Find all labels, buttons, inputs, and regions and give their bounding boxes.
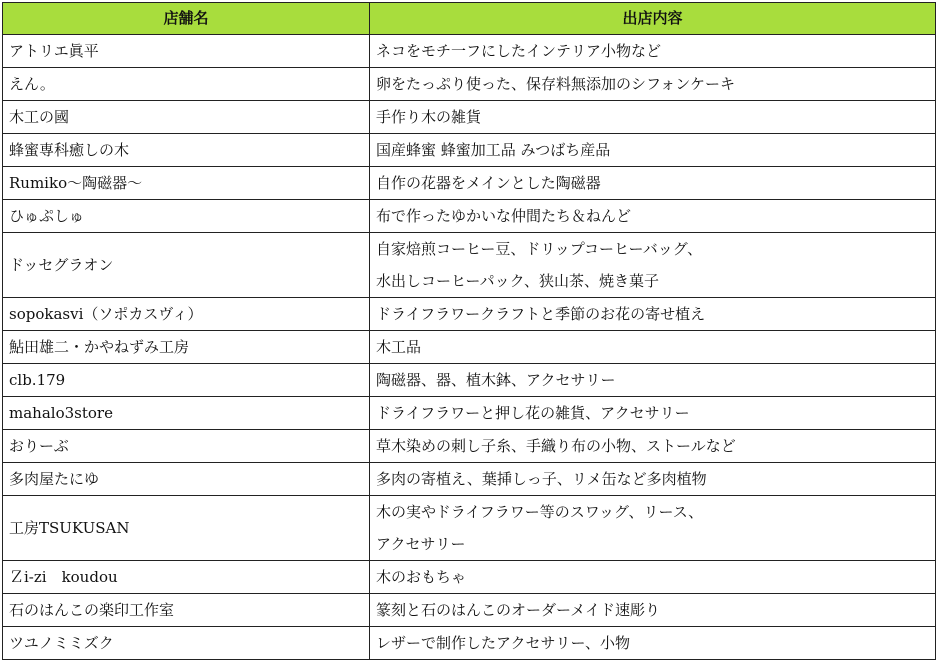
content-cell — [370, 167, 936, 200]
table-row — [3, 397, 936, 430]
content-cell — [370, 430, 936, 463]
table-row — [3, 134, 936, 167]
content-cell — [370, 463, 936, 496]
vendor-table-sheet — [2, 2, 936, 660]
content-line: 木の実やドライフラワー等のスワッグ、リース、 — [376, 503, 704, 521]
table-row — [3, 68, 936, 101]
table-row — [3, 35, 936, 68]
shop-name-cell: Ｚi-zi koudou — [3, 561, 370, 594]
shop-name-cell: 工房TSUKUSAN — [3, 496, 370, 561]
content-cell — [370, 68, 936, 101]
shop-name-cell: clb.179 — [3, 364, 370, 397]
content-line: 水出しコーヒーパック、狭山茶、焼き菓子 — [376, 272, 660, 290]
content-cell — [370, 298, 936, 331]
shop-name-cell: 多肉屋たにゆ — [3, 463, 370, 496]
table-row — [3, 430, 936, 463]
content-cell — [370, 364, 936, 397]
table-row — [3, 627, 936, 660]
content-line: 国産蜂蜜 蜂蜜加工品 みつばち産品 — [376, 141, 611, 159]
header-row — [3, 3, 936, 35]
content-cell — [370, 200, 936, 233]
table-row — [3, 233, 936, 298]
content-cell — [370, 561, 936, 594]
shop-name-cell: ツユノミミズク — [3, 627, 370, 660]
content-cell — [370, 101, 936, 134]
content-line: ドライフラワーと押し花の雑貨、アクセサリー — [376, 404, 690, 422]
shop-name-cell: Rumiko〜陶磁器〜 — [3, 167, 370, 200]
content-line: 自家焙煎コーヒー豆、ドリップコーヒーバッグ、 — [376, 240, 703, 258]
content-cell — [370, 233, 936, 298]
content-line: 陶磁器、器、植木鉢、アクセサリー — [376, 371, 616, 389]
content-cell — [370, 134, 936, 167]
shop-name-cell: ドッセグラオン — [3, 233, 370, 298]
shop-name-cell: 蜂蜜専科癒しの木 — [3, 134, 370, 167]
content-line: 卵をたっぷり使った、保存料無添加のシフォンケーキ — [376, 75, 735, 93]
content-line: 草木染めの刺し子糸、手織り布の小物、ストールなど — [376, 437, 736, 455]
content-line: 多肉の寄植え、葉挿しっ子、リメ缶など多肉植物 — [376, 470, 707, 488]
table-row — [3, 594, 936, 627]
table-row — [3, 200, 936, 233]
shop-name-cell: 石のはんこの楽印工作室 — [3, 594, 370, 627]
content-line: 布で作ったゆかいな仲間たち＆ねんど — [376, 207, 632, 225]
content-line: ネコをモチ一フにしたインテリア小物など — [376, 42, 662, 60]
content-line: 自作の花器をメインとした陶磁器 — [376, 174, 601, 192]
content-line: 木工品 — [376, 338, 422, 356]
content-line: ドライフラワークラフトと季節のお花の寄せ植え — [376, 305, 706, 323]
table-row — [3, 463, 936, 496]
content-cell — [370, 331, 936, 364]
shop-name-cell: 木工の國 — [3, 101, 370, 134]
content-line: 手作り木の雑貨 — [376, 108, 482, 126]
content-cell — [370, 627, 936, 660]
vendor-table — [2, 2, 936, 660]
shop-name-cell: おりーぶ — [3, 430, 370, 463]
shop-name-cell: 鮎田雄二・かやねずみ工房 — [3, 331, 370, 364]
content-line: レザーで制作したアクセサリー、小物 — [376, 634, 630, 652]
shop-name-cell: えん。 — [3, 68, 370, 101]
table-body — [3, 35, 936, 660]
shop-name-header: 店舗名 — [3, 3, 370, 35]
content-line: アクセサリー — [376, 535, 466, 553]
content-line: 木のおもちゃ — [376, 568, 467, 586]
content-cell — [370, 594, 936, 627]
shop-name-cell: mahalo3store — [3, 397, 370, 430]
shop-name-cell: ひゅぷしゅ — [3, 200, 370, 233]
table-row — [3, 101, 936, 134]
content-line: 篆刻と石のはんこのオーダーメイド速彫り — [376, 601, 660, 619]
table-row — [3, 167, 936, 200]
content-header: 出店内容 — [370, 3, 936, 35]
table-row — [3, 298, 936, 331]
content-cell — [370, 496, 936, 561]
shop-name-cell: sopokasvi（ソポカスヴィ） — [3, 298, 370, 331]
table-header — [3, 3, 936, 35]
table-row — [3, 364, 936, 397]
content-cell — [370, 35, 936, 68]
table-row — [3, 331, 936, 364]
content-cell — [370, 397, 936, 430]
shop-name-cell: アトリエ眞平 — [3, 35, 370, 68]
table-row — [3, 496, 936, 561]
table-row — [3, 561, 936, 594]
